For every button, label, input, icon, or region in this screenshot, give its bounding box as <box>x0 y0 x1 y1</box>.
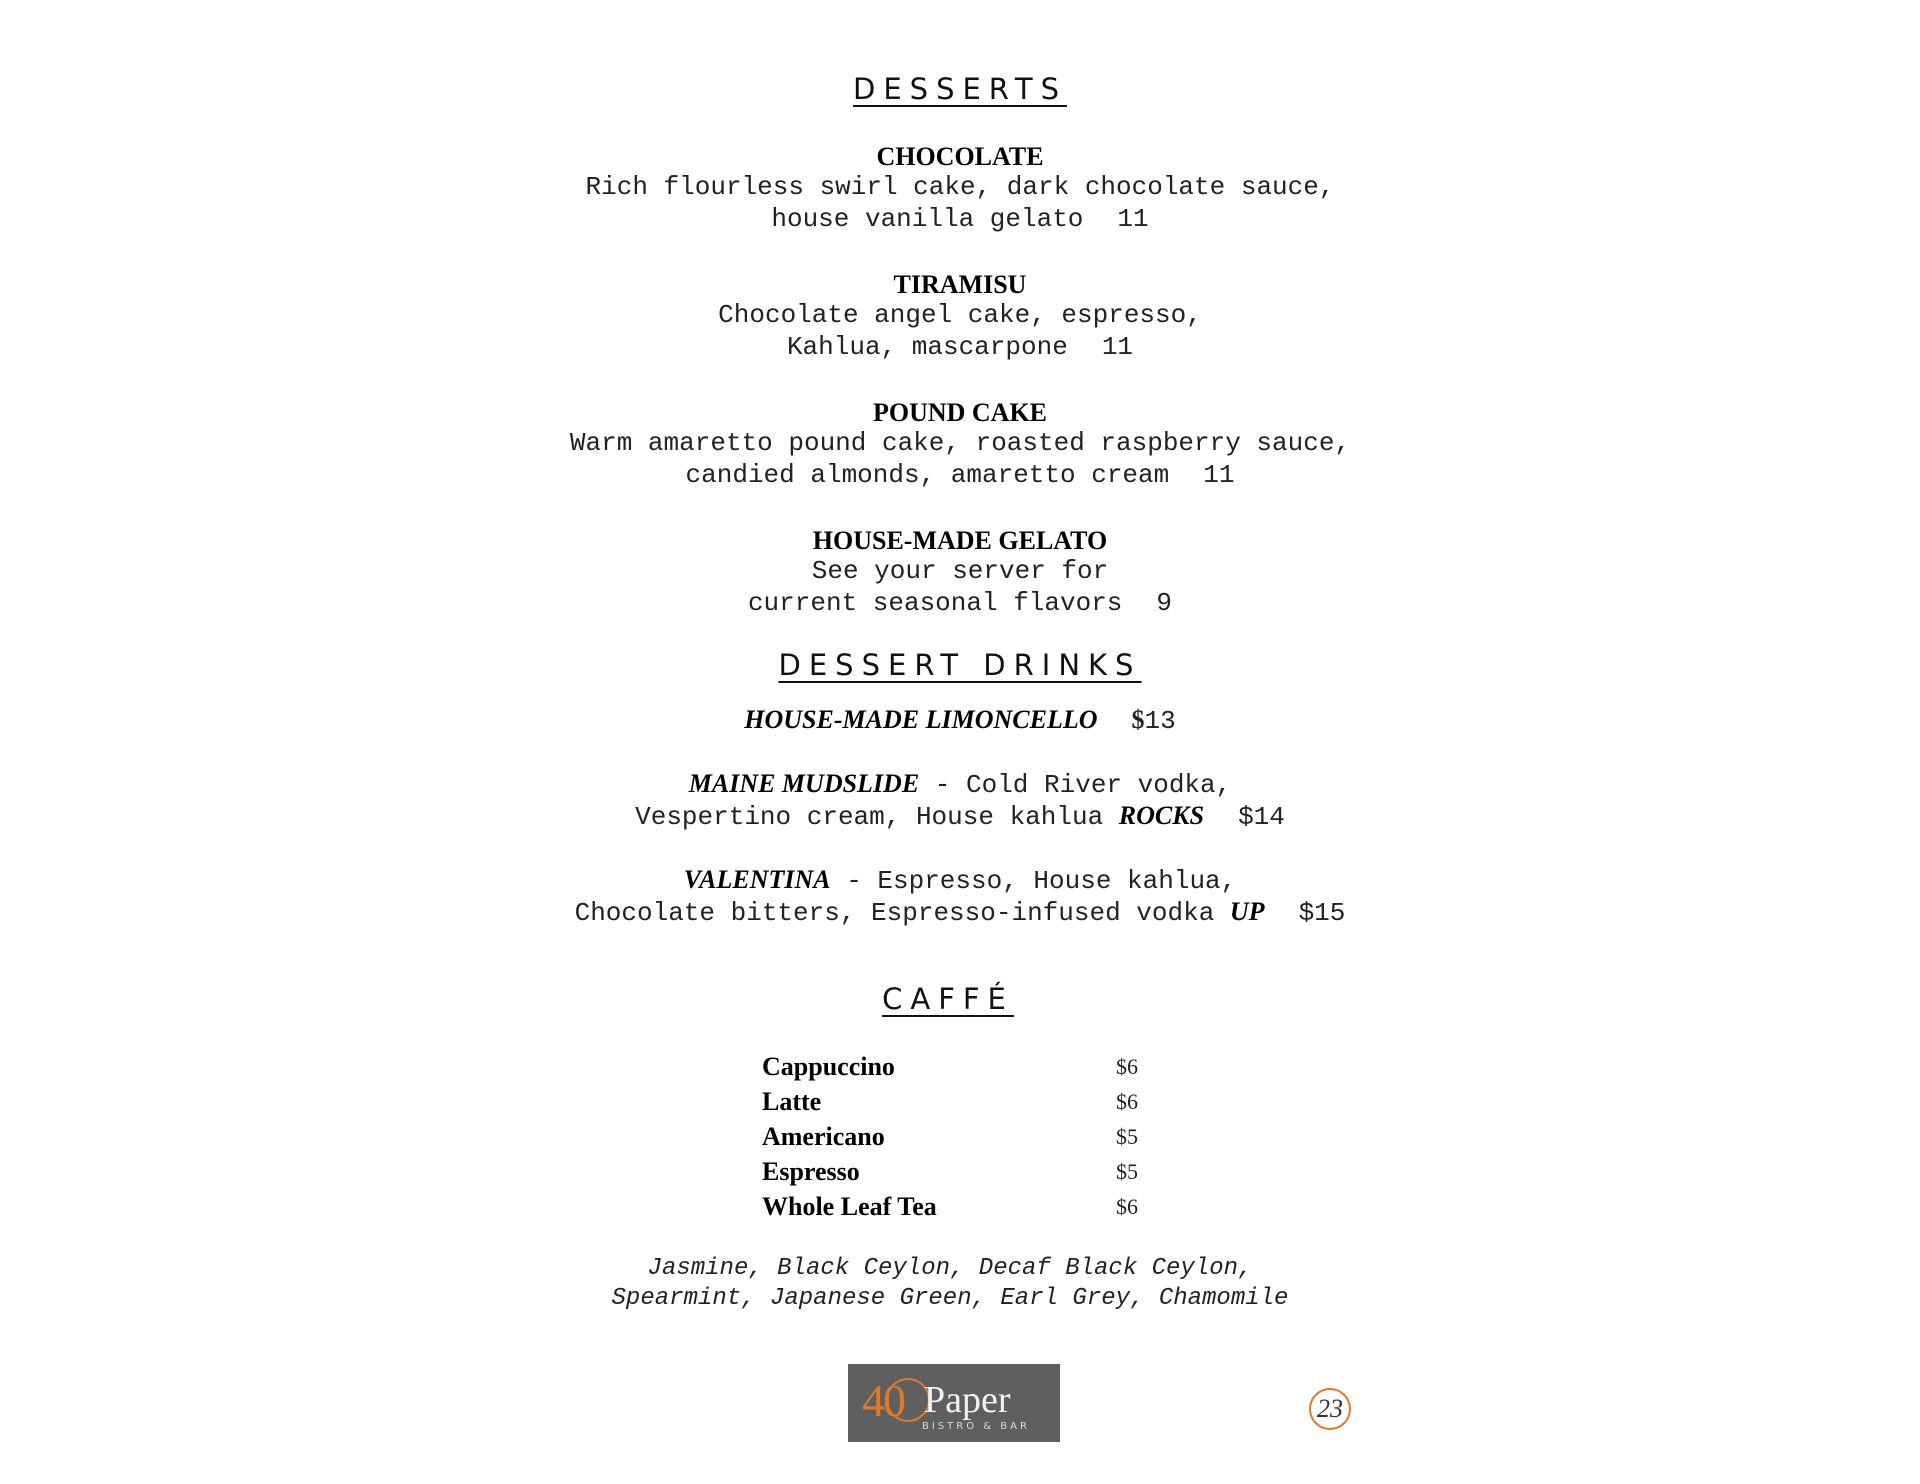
dessert-desc-text: house vanilla gelato <box>771 204 1084 234</box>
dessert-price: 11 <box>1203 460 1235 490</box>
dessert-name-tiramisu: TIRAMISU <box>893 270 1027 299</box>
drink-style-up: UP <box>1229 897 1265 926</box>
desserts-title: DESSERTS <box>853 72 1067 106</box>
drink-name-limoncello: HOUSE-MADE LIMONCELLO <box>744 705 1098 734</box>
caffe-item <box>762 1087 1162 1121</box>
caffe-item <box>762 1192 1162 1226</box>
dessert-desc-chocolate-2 <box>0 204 1920 235</box>
drink-valentina-line1 <box>0 864 1920 897</box>
drink-price-limoncello: 13 <box>1144 706 1176 736</box>
dessert-desc-chocolate-1: Rich flourless swirl cake, dark chocolate sauce, <box>585 172 1335 202</box>
drink-style-rocks: ROCKS <box>1118 801 1205 830</box>
dessert-name-chocolate: CHOCOLATE <box>876 142 1044 171</box>
caffe-item-name: Whole Leaf Tea <box>762 1192 937 1221</box>
dessert-desc-tiramisu-1: Chocolate angel cake, espresso, <box>718 300 1202 330</box>
caffe-item-price: $6 <box>1116 1089 1138 1114</box>
caffe-item-name: Latte <box>762 1087 822 1116</box>
drink-desc-mudslide-2: Vespertino cream, House kahlua <box>635 802 1119 832</box>
drink-limoncello <box>0 704 1920 737</box>
dessert-desc-gelato-1: See your server for <box>811 556 1109 586</box>
caffe-item-price: $6 <box>1116 1194 1138 1219</box>
drink-name-valentina: VALENTINA <box>683 865 831 894</box>
dessert-desc-text: Kahlua, mascarpone <box>786 332 1068 362</box>
logo-subtitle: BISTRO & BAR <box>922 1421 1030 1432</box>
caffe-item-name: Espresso <box>762 1157 860 1186</box>
dessert-desc-text: current seasonal flavors <box>747 588 1123 618</box>
tea-varieties-line2: Spearmint, Japanese Green, Earl Grey, Chamomile <box>611 1285 1289 1312</box>
dessert-desc-gelato-2 <box>0 588 1920 619</box>
logo-word: Paper <box>924 1379 1011 1421</box>
dessert-drinks-title: DESSERT DRINKS <box>778 648 1142 682</box>
drink-mudslide-line2 <box>0 800 1920 833</box>
drink-name-mudslide: MAINE MUDSLIDE <box>688 769 920 798</box>
drink-desc-mudslide-1: - Cold River vodka, <box>919 770 1232 800</box>
drink-desc-valentina-1: - Espresso, House kahlua, <box>830 866 1237 896</box>
dessert-desc-pound-cake-1: Warm amaretto pound cake, roasted raspberry sauce, <box>569 428 1351 458</box>
caffe-item <box>762 1157 1162 1191</box>
dessert-price: 11 <box>1117 204 1149 234</box>
caffe-item <box>762 1122 1162 1156</box>
dessert-desc-text: candied almonds, amaretto cream <box>685 460 1170 490</box>
dessert-price: 9 <box>1156 588 1173 618</box>
restaurant-logo <box>848 1364 1060 1442</box>
drink-dollar-sign: $ <box>1131 705 1145 734</box>
caffe-item-price: $5 <box>1116 1124 1138 1149</box>
page-number: 23 <box>1309 1388 1351 1430</box>
caffe-item-name: Americano <box>762 1122 885 1151</box>
drink-price-mudslide: $14 <box>1238 802 1285 832</box>
dessert-name-pound-cake: POUND CAKE <box>872 398 1048 427</box>
caffe-item-price: $6 <box>1116 1054 1138 1079</box>
dessert-price: 11 <box>1101 332 1134 362</box>
tea-varieties-line1: Jasmine, Black Ceylon, Decaf Black Ceylon, <box>647 1255 1253 1282</box>
caffe-item-price: $5 <box>1116 1159 1138 1184</box>
dessert-desc-tiramisu-2 <box>0 332 1920 363</box>
drink-price-valentina: $15 <box>1298 898 1346 928</box>
caffe-title: CAFFÉ <box>882 982 1014 1016</box>
drink-mudslide-line1 <box>0 768 1920 801</box>
drink-desc-valentina-2: Chocolate bitters, Espresso-infused vodka <box>574 898 1230 928</box>
logo-number: 40 <box>862 1375 904 1426</box>
caffe-item-name: Cappuccino <box>762 1052 895 1081</box>
dessert-name-gelato: HOUSE-MADE GELATO <box>812 526 1108 555</box>
dessert-desc-pound-cake-2 <box>0 460 1920 491</box>
drink-valentina-line2 <box>0 896 1920 929</box>
caffe-item <box>762 1052 1162 1086</box>
